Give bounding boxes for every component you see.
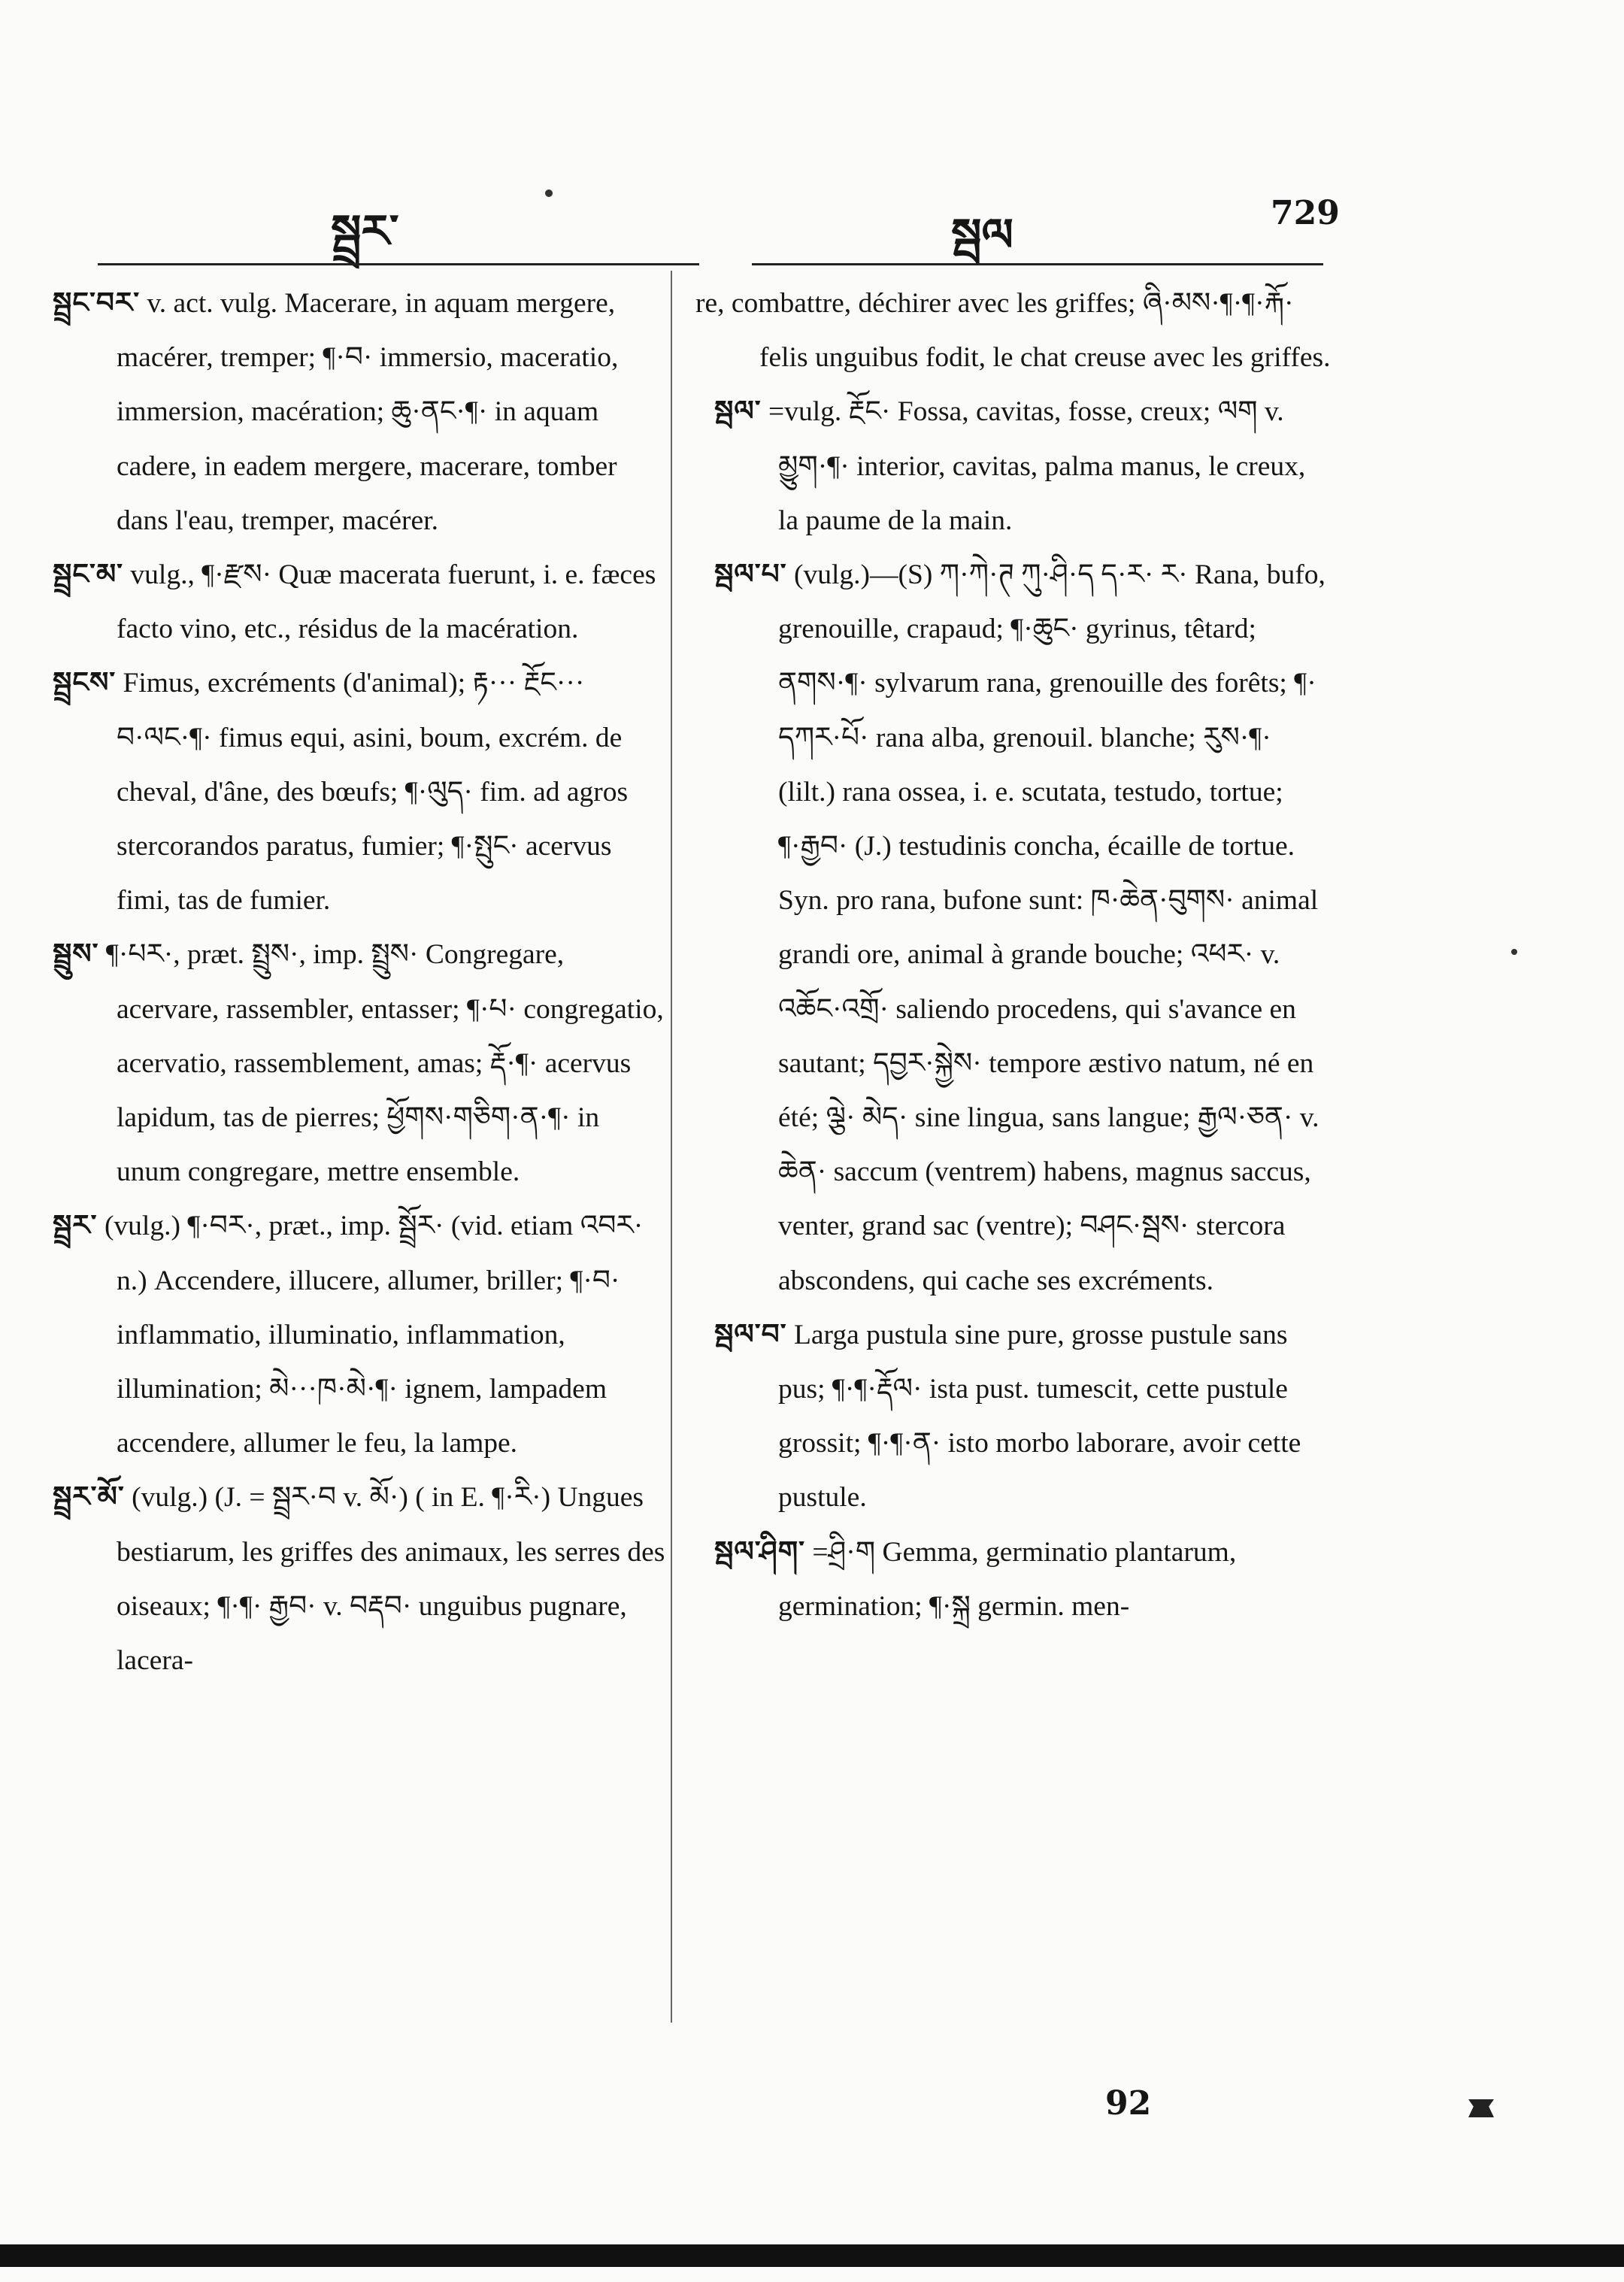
- entry-text: vulg., ¶·རྫས· Quæ macerata fuerunt, i. e. fæces facto vino, etc., résidus de la macération.: [117, 559, 656, 645]
- dictionary-entry: [714, 385, 1331, 548]
- left-column: [53, 277, 669, 1688]
- header-rule-left: [98, 263, 699, 265]
- scan-edge-bar: [0, 2244, 1624, 2267]
- print-mark-icon: [1468, 2099, 1494, 2117]
- dictionary-entry: [53, 548, 669, 656]
- entry-headword: སྦལ་ཤིག་: [714, 1536, 806, 1568]
- ink-speck: [1511, 949, 1517, 955]
- entry-headword: སྦལ་བ་: [714, 1319, 787, 1350]
- page-header: [0, 0, 1624, 271]
- entry-headword: སྦྲར་: [53, 1211, 98, 1242]
- left-running-head: སྦྲར་: [331, 205, 399, 258]
- signature-number: 92: [1105, 2084, 1152, 2123]
- dictionary-entry: [53, 1471, 669, 1688]
- entry-headword: སྦྲང་མ་: [53, 559, 124, 591]
- entry-text: re, combattre, déchirer avec les griffes; ཞི·མས·¶·¶·རྐོ· felis unguibus fodit, le chat creuse avec les griffes.: [695, 288, 1331, 374]
- right-column: [695, 277, 1331, 1634]
- entry-text: Fimus, excréments (d'animal); རྟ··· རྔོང··· བ·ལང·¶· fimus equi, asini, boum, excrém. de cheval, d'âne, des bœufs; ¶·ལུད· fim. ad agros stercorandos paratus, fumier; ¶·སྤུང· acervus fimi, tas de fumier.: [117, 668, 629, 917]
- entry-headword: སྦལ་: [714, 396, 762, 428]
- entry-text: (vulg.) (J. = སྦྲར·བ v. མོ·) ( in E. ¶·རི·) Ungues bestiarum, les griffes des animaux, les serres des oiseaux; ¶·¶· རྒྱབ· v. བརྡབ· unguibus pugnare, lacera-: [117, 1482, 665, 1677]
- header-rule-right: [752, 263, 1323, 265]
- entry-headword: སྦྲངས་: [53, 668, 117, 699]
- entry-text: (vulg.)—(S) ཀ·ཀེ·ཊ ཀུ·ཤི·ད ད·ར· ར· Rana, bufo, grenouille, crapaud; ¶·ཆུང· gyrinus, têtard; ནགས·¶· sylvarum rana, grenouille des forêts; ¶· དཀར·པོ· rana alba, grenouil. blanche; རུས·¶· (lilt.) rana ossea, i. e. scutata, testudo, tortue; ¶·རྒྱབ· (J.) testudinis concha, écaille de tortue. Syn. pro rana, bufone sunt: ཁ·ཆེན·བུགས· animal grandi ore, animal à grande bouche; འཕར· v. འཆོང·འགྲོ· saliendo procedens, qui s'avance en sautant; དབྱར·སྐྱེས· tempore æstivo natum, né en été; ལྕེ· མེད· sine lingua, sans langue; རྒྱལ·ཅན· v. ཆེན· saccum (ventrem) habens, magnus saccus, venter, grand sac (ventre); བཤང·སྦས· stercora abscondens, qui cache ses excréments.: [778, 559, 1326, 1296]
- dictionary-entry: [695, 277, 1331, 385]
- dictionary-entry: [53, 656, 669, 928]
- entry-text: Larga pustula sine pure, grosse pustule sans pus; ¶·¶·རྡོལ· ista pust. tumescit, cette pustule grossit; ¶·¶·ན· isto morbo laborare, avoir cette pustule.: [778, 1319, 1301, 1514]
- entry-headword: སྦལ་པ་: [714, 559, 787, 591]
- dictionary-entry: [714, 1308, 1331, 1526]
- dictionary-entry: [53, 928, 669, 1199]
- dictionary-entry: [53, 277, 669, 548]
- page-number: 729: [1271, 194, 1340, 232]
- right-running-head: སྦལ: [951, 209, 1013, 262]
- entry-text: ¶·པར·, præt. སྤྲུས·, imp. སྤྲུས· Congregare, acervare, rassembler, entasser; ¶·པ· congregatio, acervatio, rassemblement, amas; རྡོ·¶· acervus lapidum, tas de pierres; ཕྱོགས·གཅིག·ན·¶· in unum congregare, mettre ensemble.: [105, 939, 664, 1188]
- dictionary-entry: [714, 548, 1331, 1308]
- column-divider: [671, 271, 672, 2023]
- entry-text: =ཤྲི·ག Gemma, germinatio plantarum, germination; ¶·སྐྲ germin. men-: [778, 1536, 1237, 1622]
- entry-headword: སྦྲར་མོ་: [53, 1482, 125, 1514]
- dictionary-entry: [714, 1526, 1331, 1634]
- entry-text: (vulg.) ¶·བར·, præt., imp. སྦྲོར· (vid. etiam འབར· n.) Accendere, illucere, allumer, briller; ¶·བ· inflammatio, illuminatio, inflammation, illumination; མེ···ཁ·མེ·¶· ignem, lampadem accendere, allumer le feu, la lampe.: [104, 1211, 644, 1459]
- ink-speck: [545, 189, 553, 197]
- entry-text: v. act. vulg. Macerare, in aquam mergere, macérer, tremper; ¶·བ· immersio, maceratio, immersion, macération; ཆུ·ནང·¶· in aquam cadere, in eadem mergere, macerare, tomber dans l'eau, tremper, macérer.: [117, 288, 619, 536]
- dictionary-entry: [53, 1199, 669, 1471]
- entry-text: =vulg. རྔོང· Fossa, cavitas, fosse, creux; ལག v. མྱུག·¶· interior, cavitas, palma manus, le creux, la paume de la main.: [768, 396, 1306, 536]
- entry-headword: སྦྲུས་: [53, 939, 99, 971]
- entry-headword: སྦྲང་བར་: [53, 288, 141, 319]
